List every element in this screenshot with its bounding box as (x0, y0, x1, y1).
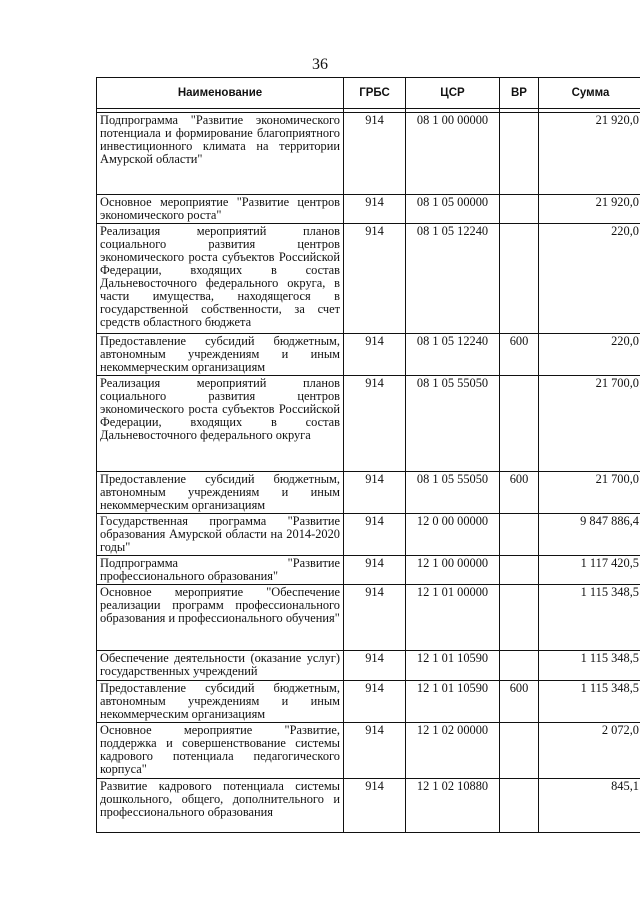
row-name-cell: Развитие кадрового потенциала системы дошкольного, общего, дополнительного и профессионального образования (97, 779, 344, 833)
row-vr-cell (500, 585, 539, 651)
table-row (97, 334, 640, 376)
table-row (97, 723, 640, 779)
row-vr-cell (500, 376, 539, 472)
row-grbs-cell: 914 (344, 779, 406, 833)
table-row (97, 472, 640, 514)
table-row (97, 113, 640, 195)
row-sum-cell: 2 072,0 (539, 723, 640, 779)
row-name-cell: Подпрограмма "Развитие профессионального образования" (97, 556, 344, 585)
row-name-cell: Предоставление субсидий бюджетным, автономным учреждениям и иным некоммерческим организациям (97, 334, 344, 376)
row-name-cell: Основное мероприятие "Развитие, поддержка и совершенствование системы кадрового потенциала педагогического корпуса" (97, 723, 344, 779)
row-sum-cell: 21 920,0 (539, 195, 640, 224)
table-body (97, 113, 640, 833)
table-row (97, 376, 640, 472)
row-vr-cell (500, 113, 539, 195)
row-csr-cell: 08 1 05 12240 (406, 224, 500, 334)
row-grbs-cell: 914 (344, 113, 406, 195)
row-name-cell: Реализация мероприятий планов социального развития центров экономического роста субъектов Российской Федерации, входящих в состав Дальневосточного федерального округа, в части имущества, находящегося в государственной собственности, за счет средств областного бюджета (97, 224, 344, 334)
row-sum-cell: 845,1 (539, 779, 640, 833)
page-number: 36 (312, 56, 328, 73)
row-vr-cell: 600 (500, 334, 539, 376)
header-sum: Сумма (539, 78, 640, 109)
row-name-cell: Предоставление субсидий бюджетным, автономным учреждениям и иным некоммерческим организациям (97, 681, 344, 723)
row-grbs-cell: 914 (344, 195, 406, 224)
row-grbs-cell: 914 (344, 651, 406, 681)
table-row (97, 224, 640, 334)
row-grbs-cell: 914 (344, 224, 406, 334)
row-sum-cell: 1 115 348,5 (539, 681, 640, 723)
row-csr-cell: 08 1 00 00000 (406, 113, 500, 195)
row-grbs-cell: 914 (344, 585, 406, 651)
budget-table (96, 77, 640, 833)
row-csr-cell: 12 1 01 10590 (406, 681, 500, 723)
row-sum-cell: 220,0 (539, 224, 640, 334)
table-row (97, 681, 640, 723)
row-csr-cell: 12 1 02 00000 (406, 723, 500, 779)
table-row (97, 651, 640, 681)
header-csr: ЦСР (406, 78, 500, 109)
row-sum-cell: 21 700,0 (539, 376, 640, 472)
row-vr-cell (500, 651, 539, 681)
row-csr-cell: 08 1 05 00000 (406, 195, 500, 224)
row-name-cell: Обеспечение деятельности (оказание услуг) государственных учреждений (97, 651, 344, 681)
row-vr-cell (500, 224, 539, 334)
table-row (97, 779, 640, 833)
row-vr-cell: 600 (500, 472, 539, 514)
row-sum-cell: 1 115 348,5 (539, 651, 640, 681)
row-vr-cell: 600 (500, 681, 539, 723)
row-name-cell: Основное мероприятие "Развитие центров экономического роста" (97, 195, 344, 224)
table-row (97, 585, 640, 651)
row-grbs-cell: 914 (344, 514, 406, 556)
row-vr-cell (500, 779, 539, 833)
row-name-cell: Подпрограмма "Развитие экономического потенциала и формирование благоприятного инвестиционного климата на территории Амурской области" (97, 113, 344, 195)
row-vr-cell (500, 514, 539, 556)
row-name-cell: Реализация мероприятий планов социального развития центров экономического роста субъектов Российской Федерации, входящих в состав Дальневосточного федерального округа (97, 376, 344, 472)
row-grbs-cell: 914 (344, 376, 406, 472)
row-csr-cell: 12 1 02 10880 (406, 779, 500, 833)
row-csr-cell: 08 1 05 55050 (406, 376, 500, 472)
row-csr-cell: 12 1 00 00000 (406, 556, 500, 585)
header-name: Наименование (97, 78, 344, 109)
row-csr-cell: 12 1 01 00000 (406, 585, 500, 651)
table-row (97, 556, 640, 585)
table-header-row (97, 78, 640, 109)
header-vr: ВР (500, 78, 539, 109)
row-vr-cell (500, 195, 539, 224)
row-sum-cell: 220,0 (539, 334, 640, 376)
table-row (97, 195, 640, 224)
row-grbs-cell: 914 (344, 472, 406, 514)
row-grbs-cell: 914 (344, 723, 406, 779)
row-csr-cell: 12 1 01 10590 (406, 651, 500, 681)
row-sum-cell: 1 117 420,5 (539, 556, 640, 585)
row-sum-cell: 1 115 348,5 (539, 585, 640, 651)
row-grbs-cell: 914 (344, 556, 406, 585)
row-grbs-cell: 914 (344, 681, 406, 723)
row-csr-cell: 12 0 00 00000 (406, 514, 500, 556)
row-vr-cell (500, 723, 539, 779)
header-grbs: ГРБС (344, 78, 406, 109)
row-csr-cell: 08 1 05 12240 (406, 334, 500, 376)
row-grbs-cell: 914 (344, 334, 406, 376)
table-row (97, 514, 640, 556)
row-name-cell: Основное мероприятие "Обеспечение реализации программ профессионального образования и профессионального обучения" (97, 585, 344, 651)
row-sum-cell: 21 700,0 (539, 472, 640, 514)
row-csr-cell: 08 1 05 55050 (406, 472, 500, 514)
row-name-cell: Государственная программа "Развитие образования Амурской области на 2014-2020 годы" (97, 514, 344, 556)
row-name-cell: Предоставление субсидий бюджетным, автономным учреждениям и иным некоммерческим организациям (97, 472, 344, 514)
row-vr-cell (500, 556, 539, 585)
row-sum-cell: 9 847 886,4 (539, 514, 640, 556)
row-sum-cell: 21 920,0 (539, 113, 640, 195)
